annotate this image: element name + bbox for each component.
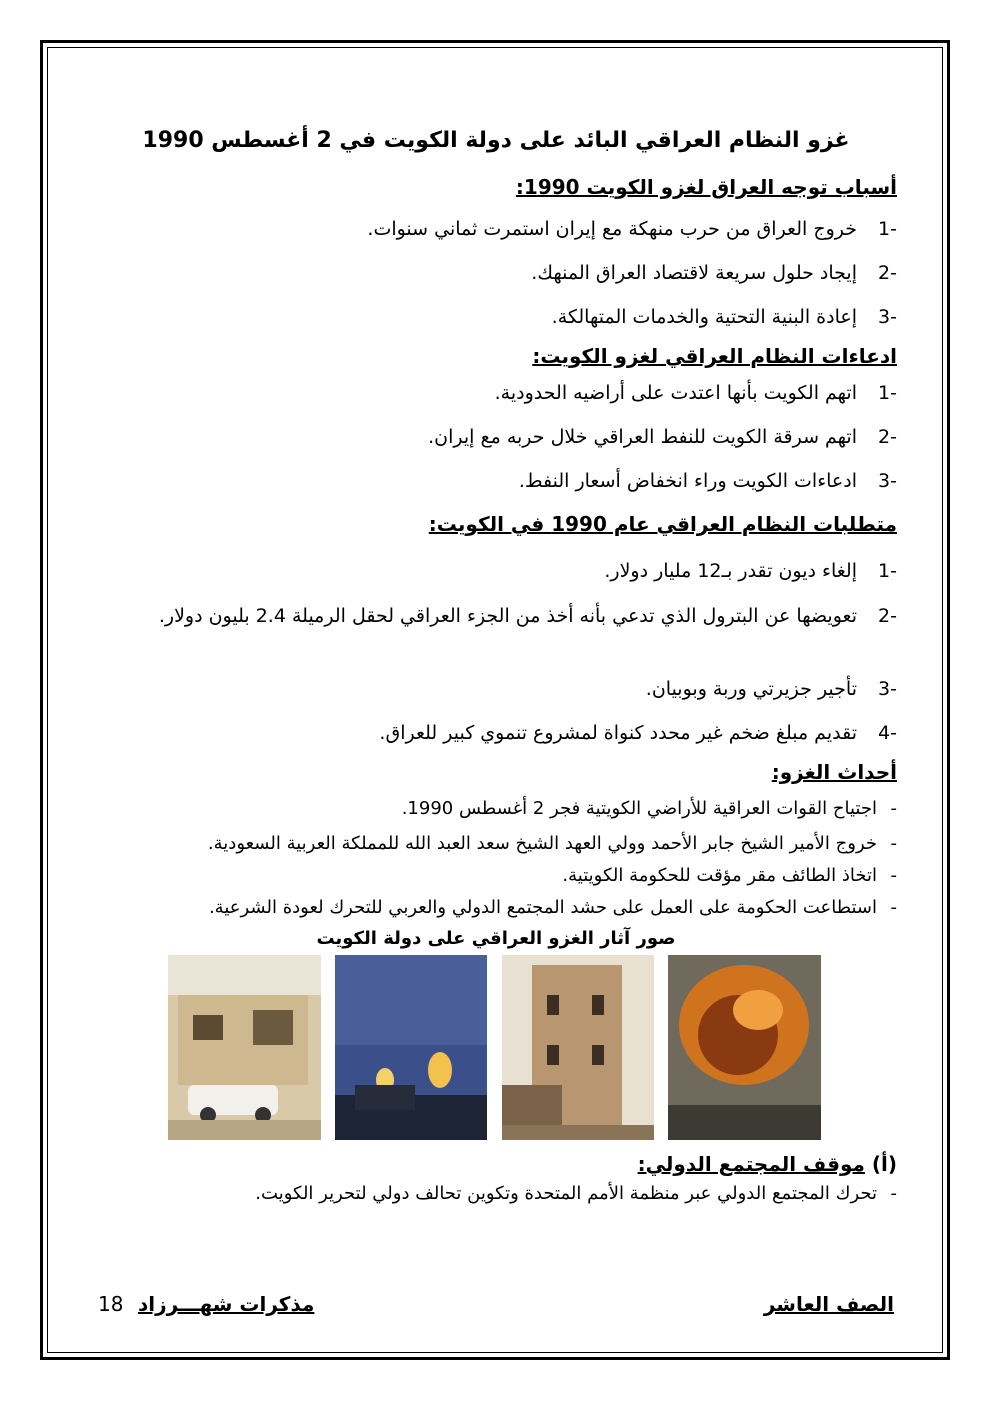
photos-caption: صور آثار الغزو العراقي على دولة الكويت [316,928,676,949]
list-item: -1اتهم الكويت بأنها اعتدت على أراضيه الحدودية. [494,382,897,404]
footer-notes-title: مذكرات شهـــرزاد [138,1292,315,1316]
list-item: -1خروج العراق من حرب منهكة مع إيران استمرت ثماني سنوات. [367,218,897,240]
claims-heading: ادعاءات النظام العراقي لغزو الكويت: [532,344,897,368]
list-item: -2تعويضها عن البترول الذي تدعي بأنه أخذ من الجزء العراقي لحقل الرميلة 2.4 بليون دولار. [158,605,897,627]
demands-heading: متطلبات النظام العراقي عام 1990 في الكويت: [428,512,897,536]
list-item: -خروج الأمير الشيخ جابر الأحمد وولي العهد الشيخ سعد العبد الله للمملكة العربية السعودية. [207,833,897,854]
events-heading: أحداث الغزو: [771,760,897,784]
international-heading-row [638,1152,897,1176]
list-item: -2اتهم سرقة الكويت للنفط العراقي خلال حربه مع إيران. [428,426,897,448]
section-label: (أ) [871,1152,897,1176]
list-item: -اجتياح القوات العراقية للأراضي الكويتية فجر 2 أغسطس 1990. [401,798,897,819]
list-item: -3تأجير جزيرتي وربة وبوبيان. [645,678,897,700]
list-item: -3ادعاءات الكويت وراء انخفاض أسعار النفط. [518,470,897,492]
page-number: 18 [98,1292,124,1316]
list-item: -4تقديم مبلغ ضخم غير محدد كنواة لمشروع تنموي كبير للعراق. [379,722,897,744]
list-item: -1إلغاء ديون تقدر بـ12 مليار دولار. [604,560,897,582]
causes-heading: أسباب توجه العراق لغزو الكويت 1990: [515,175,897,199]
footer-grade: الصف العاشر [763,1292,894,1316]
list-item: -3إعادة البنية التحتية والخدمات المتهالكة. [551,306,897,328]
page-title: غزو النظام العراقي البائد على دولة الكويت في 2 أغسطس 1990 [142,128,850,153]
photo-damaged-building [168,955,321,1140]
photo-fire-explosion [668,955,821,1140]
list-item: -2إيجاد حلول سريعة لاقتصاد العراق المنهك. [531,262,897,284]
photo-ruined-tower [502,955,654,1140]
list-item: -اتخاذ الطائف مقر مؤقت للحكومة الكويتية. [562,865,897,886]
list-item: -تحرك المجتمع الدولي عبر منظمة الأمم المتحدة وتكوين تحالف دولي لتحرير الكويت. [255,1183,897,1204]
list-item: -استطاعت الحكومة على العمل على حشد المجتمع الدولي والعربي للتحرك لعودة الشرعية. [208,897,897,918]
photo-burning-oil-field [335,955,487,1140]
international-heading: موقف المجتمع الدولي: [637,1152,865,1176]
